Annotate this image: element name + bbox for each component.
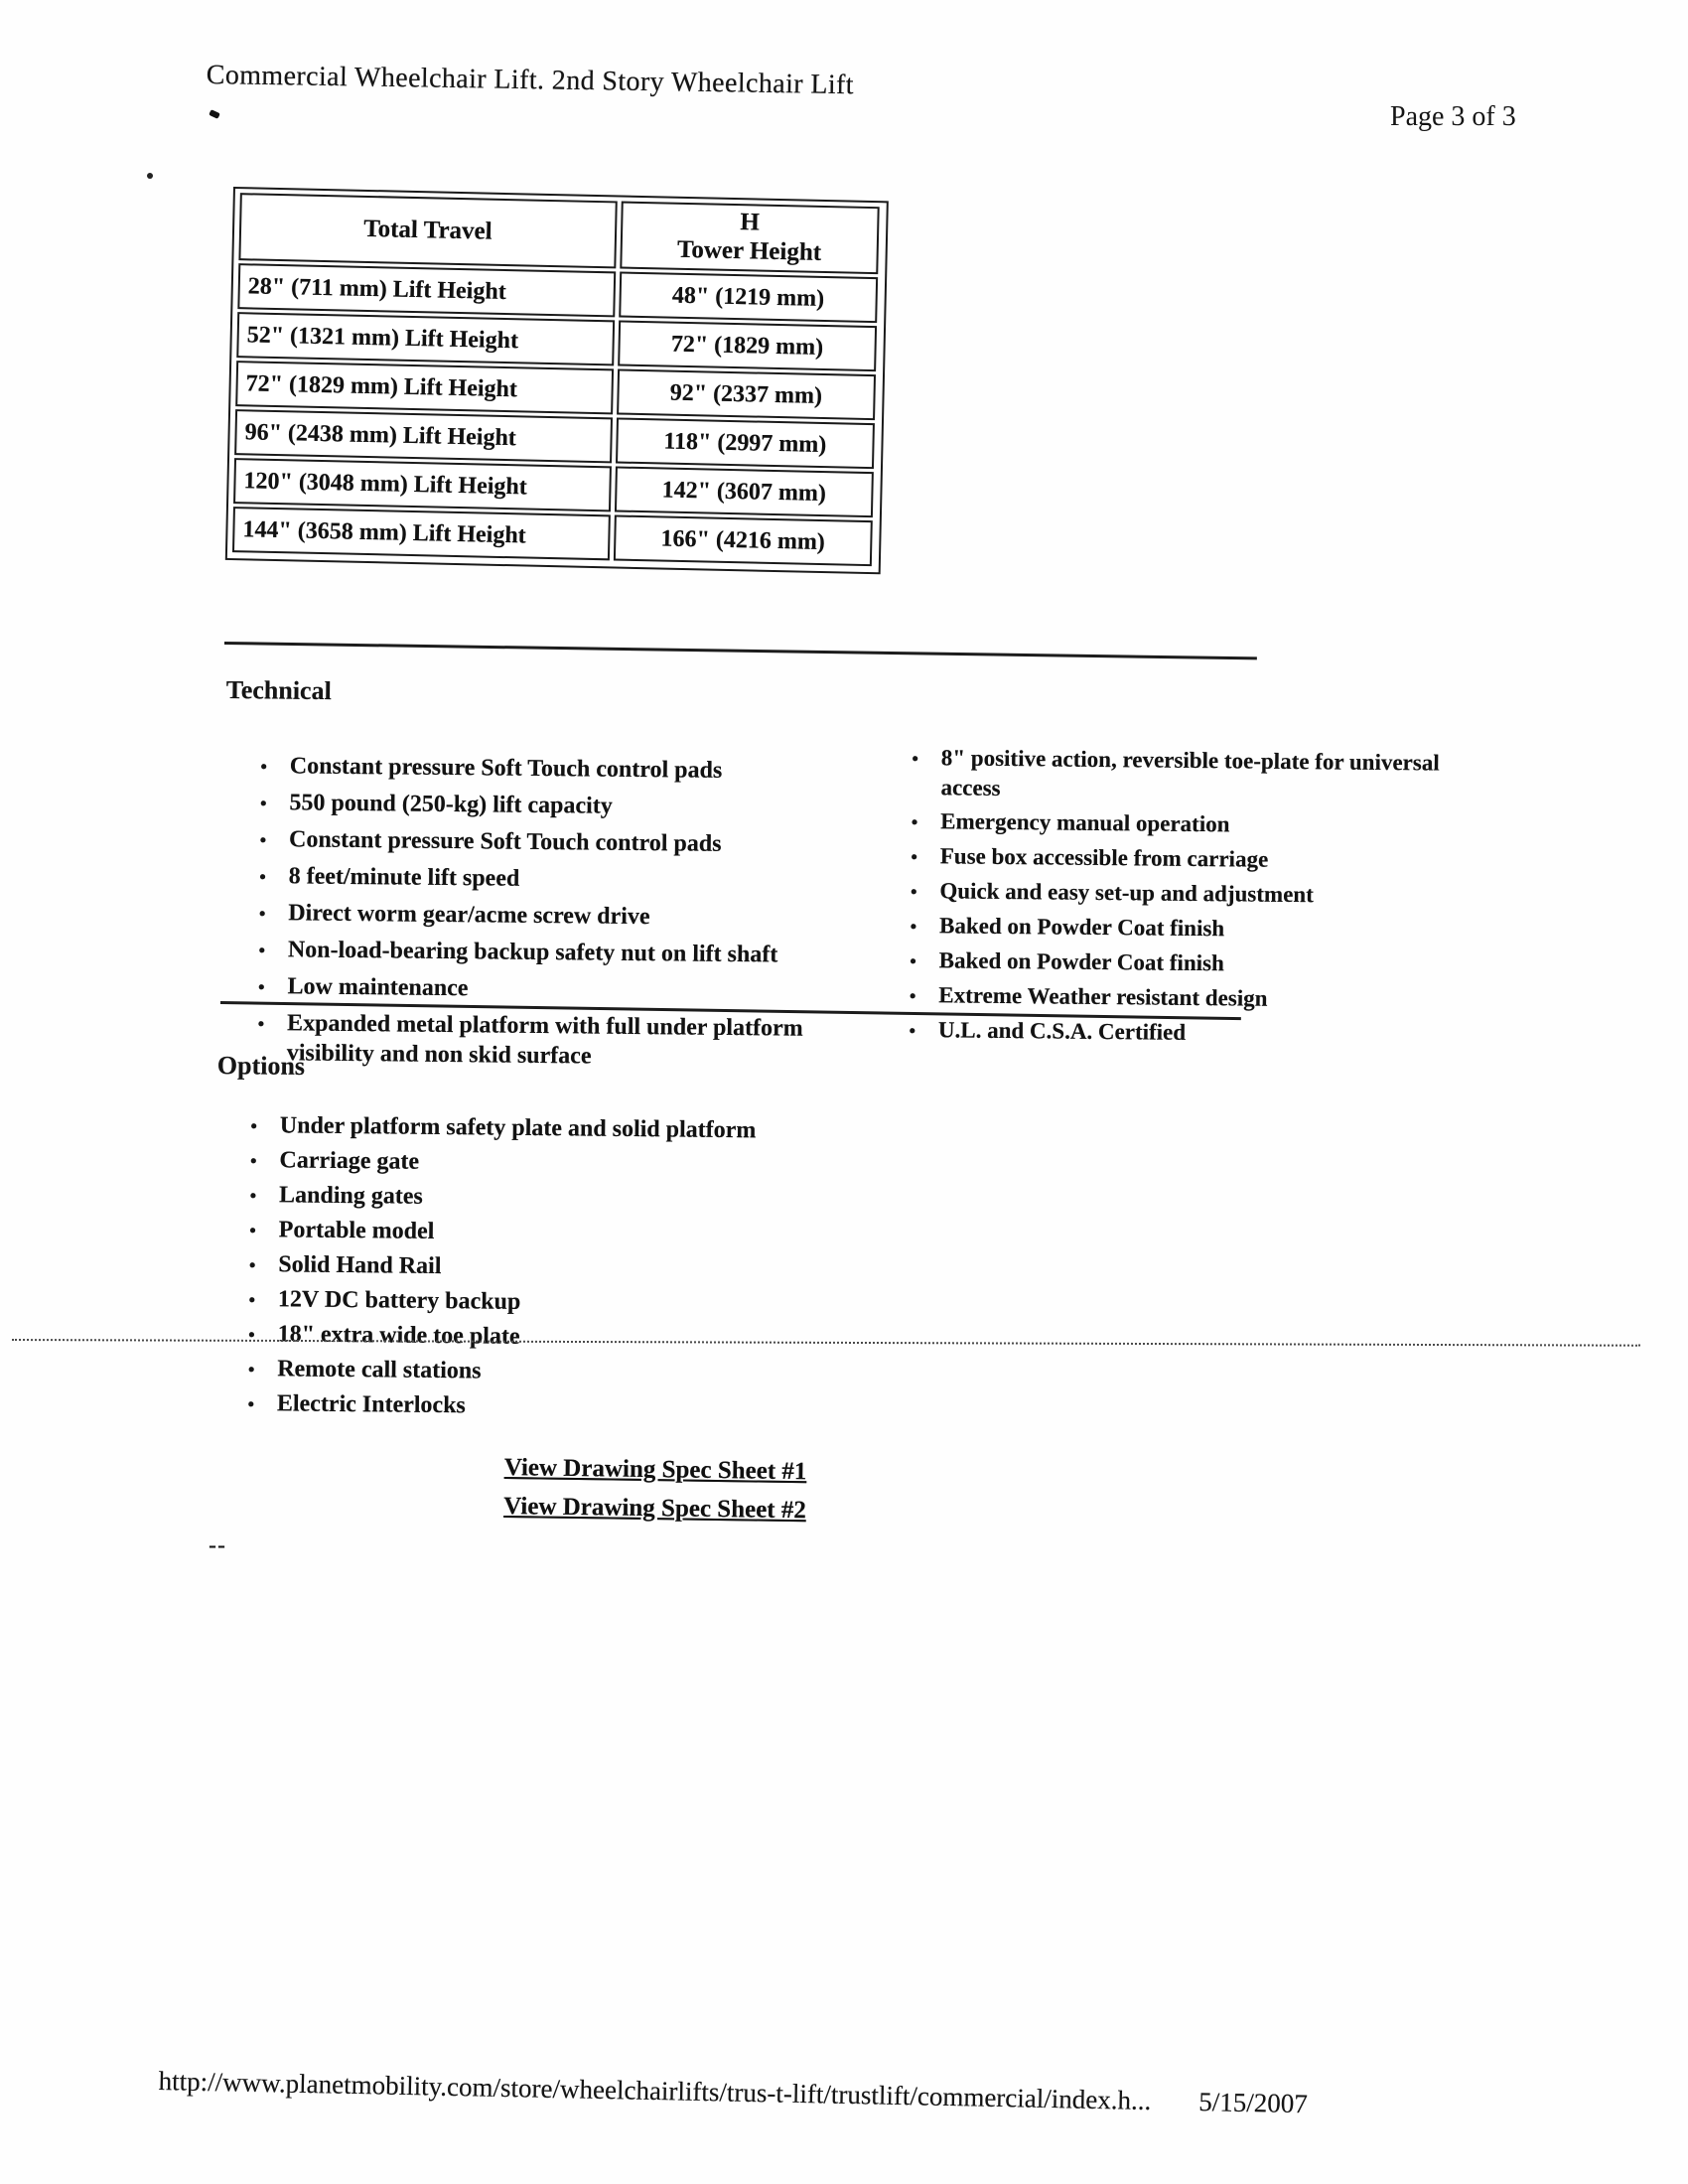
- view-drawing-spec-sheet-2-link[interactable]: View Drawing Spec Sheet #2: [503, 1492, 807, 1525]
- list-item: • Remote call stations: [247, 1354, 942, 1391]
- bullet-icon: •: [248, 1251, 257, 1278]
- bullet-icon: •: [259, 790, 268, 816]
- bullet-icon: •: [246, 1390, 255, 1417]
- cell-tower-height: 118" (2997 mm): [616, 417, 875, 469]
- bullet-icon: •: [249, 1147, 258, 1174]
- document-title: Commercial Wheelchair Lift. 2nd Story Wheelchair Lift: [206, 60, 855, 101]
- bullet-icon: •: [910, 878, 918, 905]
- technical-list-left: [257, 751, 841, 1080]
- print-footer: [158, 2066, 1308, 2119]
- bullet-icon: •: [911, 745, 919, 772]
- list-item: • Fuse box accessible from carriage: [911, 841, 1467, 878]
- cell-total-travel: 52" (1321 mm) Lift Height: [236, 312, 615, 365]
- view-drawing-spec-sheet-1-link[interactable]: View Drawing Spec Sheet #1: [503, 1454, 807, 1486]
- list-item: • Quick and easy set-up and adjustment: [910, 876, 1466, 913]
- list-item: • Under platform safety plate and solid platform: [250, 1110, 945, 1148]
- list-item: • 12V DC battery backup: [248, 1284, 943, 1322]
- cell-total-travel: 120" (3048 mm) Lift Height: [233, 458, 612, 511]
- bullet-icon: •: [909, 947, 917, 974]
- list-item: • Carriage gate: [249, 1145, 944, 1183]
- bullet-icon: •: [247, 1321, 256, 1348]
- list-item: • Portable model: [249, 1215, 944, 1252]
- list-item: • Expanded metal platform with full under platform visibility and non skid surface: [257, 1008, 839, 1074]
- cell-tower-height: 92" (2337 mm): [617, 368, 876, 420]
- scan-speck: [209, 109, 220, 119]
- table-header-row: [238, 193, 879, 274]
- cell-total-travel: 144" (3658 mm) Lift Height: [232, 507, 611, 560]
- bullet-icon: •: [909, 913, 917, 940]
- bullet-icon: •: [247, 1286, 256, 1313]
- bullet-icon: •: [258, 900, 267, 927]
- cell-tower-height: 166" (4216 mm): [614, 514, 873, 566]
- footer-date: 5/15/2007: [1197, 2087, 1309, 2119]
- stray-dash-mark: --: [209, 1532, 226, 1558]
- scan-speck: [147, 173, 153, 179]
- page-number: Page 3 of 3: [1390, 101, 1516, 132]
- bullet-icon: •: [908, 1017, 916, 1044]
- list-item: • Baked on Powder Coat finish: [910, 911, 1466, 947]
- list-item: • Non-load-bearing backup safety nut on lift shaft: [258, 935, 839, 971]
- column-header-tower-height: H Tower Height: [620, 202, 880, 275]
- list-item: • Emergency manual operation: [911, 806, 1467, 843]
- list-item: • 8 feet/minute lift speed: [259, 861, 840, 898]
- list-item: • Electric Interlocks: [247, 1388, 942, 1426]
- bullet-icon: •: [248, 1182, 257, 1209]
- cell-tower-height: 48" (1219 mm): [619, 272, 878, 324]
- list-item: • Constant pressure Soft Touch control pads: [260, 751, 841, 788]
- horizontal-rule: [224, 642, 1257, 659]
- cell-total-travel: 72" (1829 mm) Lift Height: [235, 361, 614, 414]
- bullet-icon: •: [249, 1112, 258, 1139]
- list-item: • Constant pressure Soft Touch control pads: [259, 824, 840, 861]
- bullet-icon: •: [257, 937, 266, 963]
- cell-total-travel: 28" (711 mm) Lift Height: [237, 263, 616, 317]
- drawing-links: [503, 1454, 807, 1535]
- bullet-icon: •: [911, 808, 919, 835]
- technical-list-right: [909, 743, 1468, 1056]
- list-item: • Extreme Weather resistant design: [909, 980, 1465, 1017]
- list-item: • 550 pound (250-kg) lift capacity: [259, 788, 840, 824]
- lift-height-table: [225, 187, 889, 574]
- bullet-icon: •: [256, 1010, 265, 1037]
- bullet-icon: •: [257, 973, 266, 1000]
- cell-tower-height: 142" (3607 mm): [615, 466, 874, 517]
- options-list: [247, 1110, 945, 1430]
- bullet-icon: •: [258, 863, 267, 890]
- list-item: • U.L. and C.S.A. Certified: [909, 1015, 1465, 1052]
- list-item: • Baked on Powder Coat finish: [910, 946, 1466, 982]
- bullet-icon: •: [248, 1217, 257, 1243]
- list-item: • Solid Hand Rail: [248, 1249, 943, 1287]
- list-item: • Direct worm gear/acme screw drive: [258, 898, 839, 935]
- column-header-total-travel: Total Travel: [238, 193, 617, 268]
- bullet-icon: •: [259, 753, 268, 780]
- list-item: • Landing gates: [249, 1180, 944, 1218]
- bullet-icon: •: [910, 843, 918, 870]
- options-section-heading: Options: [216, 1051, 306, 1081]
- cell-tower-height: 72" (1829 mm): [618, 320, 877, 371]
- list-item: • 8" positive action, reversible toe-plate for universal access: [911, 743, 1468, 808]
- technical-section-heading: Technical: [225, 675, 332, 706]
- bullet-icon: •: [909, 982, 917, 1009]
- table-row: [232, 507, 873, 566]
- bullet-icon: •: [247, 1356, 256, 1383]
- list-item: • Low maintenance: [257, 971, 838, 1008]
- cell-total-travel: 96" (2438 mm) Lift Height: [234, 409, 613, 463]
- footer-url: http://www.planetmobility.com/store/wheelchairlifts/trus-t-lift/trustlift/commercial/index.h...: [158, 2066, 1152, 2116]
- bullet-icon: •: [258, 826, 267, 853]
- list-item: • 18" extra wide toe plate: [247, 1319, 942, 1357]
